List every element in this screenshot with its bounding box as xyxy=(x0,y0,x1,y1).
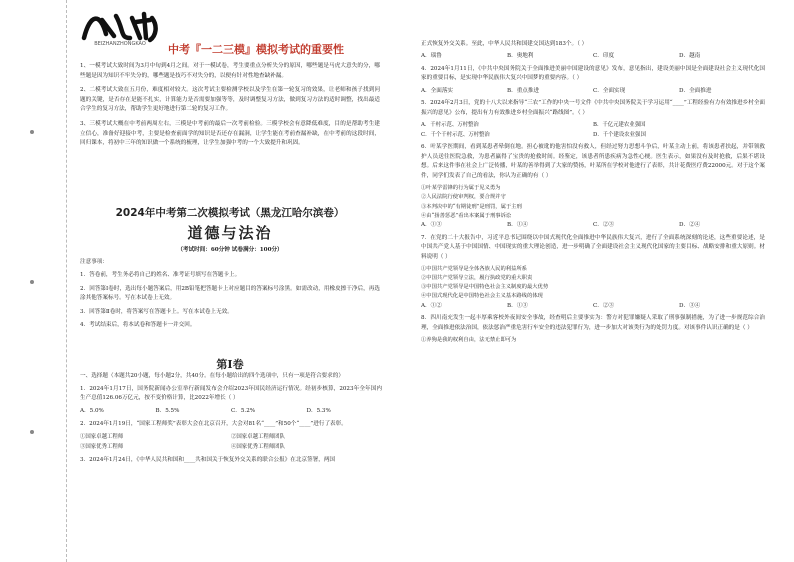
right-questions xyxy=(421,40,765,345)
option-item[interactable]: B．重点推进 xyxy=(507,87,540,94)
intro-section xyxy=(80,62,380,154)
option-item[interactable]: A．①② xyxy=(421,302,442,309)
option-item[interactable]: D．全面推进 xyxy=(679,87,712,94)
option-list xyxy=(80,407,382,417)
svg-text:BEIZHANZHONGKAO: BEIZHANZHONGKAO xyxy=(94,41,146,46)
binding-hole xyxy=(30,280,34,284)
brand-logo xyxy=(80,8,162,46)
option-item[interactable]: D．越南 xyxy=(679,53,701,60)
option-item[interactable]: D．千个建设农业强国 xyxy=(593,131,646,138)
option-list xyxy=(421,221,765,231)
statement-item: ④中国式现代化是中国特色社会主义基本路线的体现 xyxy=(421,293,543,300)
option-item[interactable]: B．①③ xyxy=(507,302,528,309)
option-item[interactable]: B．5.5% xyxy=(155,407,180,414)
exam-subject: 道德与法治 xyxy=(187,224,273,242)
option-item[interactable]: C．5.2% xyxy=(231,407,256,414)
question-stem: 5．2024年2月3日，党的十八大以来指导“三农”工作的中央一号文件《中共中央国务院关于学习运用“____”工程经验有力有效推进乡村全面振兴的意见》公布，提出有力有效推进乡村全面振兴“路线图”。（ ） xyxy=(421,100,766,116)
exam-meta: （考试时间：60分钟 试卷满分：100分） xyxy=(177,247,283,253)
question-stem: 8．四川南充发生一起丰厚乘客校外夜间安全事故，经查明后主要事实为：警方对犯罪嫌疑人采取了刑事强制措施，为了进一步规范综合治理，全面推进依法治国，依法惩治严重危害行车安全的违法犯罪行为，进一步加大对该类行为的处罚力度。对该事件认识正确的是（ ） xyxy=(421,315,765,331)
question-stem: 2．2024年1月19日，“国家工程师奖”表彰大会在北京召开，大会对81名“____”和50个“____”进行了表彰。 xyxy=(80,421,347,428)
notes-item: 3．回答第Ⅱ卷时，将答案写在答题卡上。写在本试卷上无效。 xyxy=(80,308,233,315)
option-item[interactable]: ③国家优秀工程师 xyxy=(80,443,124,450)
exam-title: 2024年中考第二次模拟考试（黑龙江哈尔滨卷） xyxy=(115,207,345,219)
binding-margin xyxy=(0,0,67,562)
option-list xyxy=(421,52,765,62)
binding-hole xyxy=(30,430,34,434)
option-item[interactable]: B．①④ xyxy=(507,221,528,228)
question-stem: 3．2024年1月24日，《中华人民共和国和____共和国关于恢复外交关系的联合公报》在北京签署，两国 xyxy=(80,457,336,464)
left-questions xyxy=(80,372,382,469)
question-stem: 1．2024年1月17日，国务院新闻办公室举行新闻发布会介绍2023年国民经济运行情况。经初步核算，2023年全年国内生产总值126.06万亿元，按不变价格计算，比2022年增长（ ） xyxy=(80,385,382,402)
header-title: 中考『一二三模』模拟考试的重要性 xyxy=(168,43,344,56)
option-item[interactable]: D．②④ xyxy=(679,221,701,228)
option-item[interactable]: D．③④ xyxy=(679,302,701,309)
option-item[interactable]: A．5.0% xyxy=(80,407,104,414)
option-item[interactable]: A．①③ xyxy=(421,221,442,228)
option-item[interactable]: A．全面落实 xyxy=(421,87,454,94)
question-stem: 6．叶某学医期间，看到某患者晕倒在地。担心被讹的他害怕没有救人，但经过努力思想斗争后，叶某主动上前，将该患者扶起，并带领救护人员送往医院急救，为患者赢得了宝贵的抢救时间。经鉴定，该患者所患疾病为急性心梗。医生表示，如果没有及时抢救，后果不堪设想。后来这件事在社会上广泛传播，叶某的善举得到了大家的赞扬，叶某所在学校对他进行了表彰，共计花费医疗费22000元。对于这个案件，同学们发表了自己的看法，你认为正确的有（ ） xyxy=(421,144,765,179)
option-item[interactable]: C．千个千村示范、万村整治 xyxy=(421,131,490,138)
option-item[interactable]: C．印度 xyxy=(593,53,615,60)
notes-item: 4．考试结束后，将本试卷和答题卡一并交回。 xyxy=(80,322,196,329)
statement-item: ④由“扬善惩恶”看出本案属于刑事诉讼 xyxy=(421,212,512,219)
statement-item: ②人民法院行使审判权，要合规并守 xyxy=(421,194,506,201)
statement-item: ①叶某学雷锋的行为属于见义勇为 xyxy=(421,185,501,192)
option-item[interactable]: ②国家卓越工程师团队 xyxy=(231,433,285,440)
binding-hole xyxy=(30,130,34,134)
option-item[interactable]: C．②③ xyxy=(593,302,615,309)
option-list xyxy=(421,302,765,312)
option-list xyxy=(421,87,765,97)
statement-item: ①养狗是我的权利自由，法无禁止即可为 xyxy=(421,337,517,344)
option-list xyxy=(421,121,765,140)
notes-item: 2．回答第Ⅰ卷时，选出每小题答案后，用2B铅笔把答题卡上对应题目的答案标号涂黑。如需改动，用橡皮擦干净后，再选涂其他答案标号。写在本试卷上无效。 xyxy=(80,285,380,302)
intro-paragraph: 1、一模考试大致时间为3月中旬到4月之间。对于一模试卷，考生要重点分析失分的原因，哪些题是马虎大意失的分，哪些题是因为知识不牢失分的，哪些题是技巧不对失分的，以便有针对性地查缺补漏。 xyxy=(80,63,380,79)
statement-item: ②中国共产党领导立法，履行执政党的重大职责 xyxy=(421,275,533,282)
statement-item: ③本判决中的“有期徒刑”是刑罚，属于主刑 xyxy=(421,203,522,210)
option-item[interactable]: B．奥地利 xyxy=(507,53,534,60)
notes-heading: 注意事项： xyxy=(80,259,108,265)
intro-paragraph: 2、二模考试大致在五月份，难度相对较大。这次考试主要检测学校以及学生在第一轮复习的效果，让老师和孩子找到问题的关键，是否存在是能不扎实，计算能力是否需要加强等等，及时调整复习方法，做到复习方法的适时调整，找出最适合学生的复习方法，帮助学生更好地进行第二轮的复习工作。 xyxy=(80,87,380,113)
question-list xyxy=(421,40,765,345)
option-item[interactable]: C．全面实现 xyxy=(593,87,626,94)
option-item[interactable]: ①国家卓越工程师 xyxy=(80,433,124,440)
notes-item: 1．答卷前，考生务必将自己的姓名、准考证号填写在答题卡上。 xyxy=(80,272,241,279)
option-item[interactable]: D．5.3% xyxy=(306,407,331,414)
option-item[interactable]: A．瑙鲁 xyxy=(421,53,442,60)
section-intro: 一、选择题（本题共20小题，每小题2分，共40分。在每小题给出的四个选项中，只有一项是符合要求的） xyxy=(80,373,344,379)
option-list xyxy=(80,433,382,452)
volume-heading: 第Ⅰ卷 xyxy=(216,358,244,371)
notes-section xyxy=(80,258,380,335)
question-stem: 7．在党的二十大报告中，习近平总书记围绕以中国式现代化全面推进中华民族伟大复兴，进行了全面系统深刻的论述，这些重要论述，是中国共产党人基于中国国情、中国现实的重大理论创造，进一步明确了全面建设社会主义现代化国家的主要目标、战略安排和重大原则。材料说明（ ） xyxy=(421,234,765,260)
question-stem: 4．2024年1月11日，《中共中央国务院关于全面推进美丽中国建设的意见》发布，意见指出，建设美丽中国是全面建设社会主义现代化国家的重要目标，是实现中华民族伟大复兴中国梦的重要内容。（ ） xyxy=(421,65,765,82)
option-item[interactable]: ④国家优秀工程师团队 xyxy=(231,443,285,450)
option-item[interactable]: C．②③ xyxy=(593,221,615,228)
statement-item: ③中国共产党领导是中国特色社会主义制度的最大优势 xyxy=(421,284,549,291)
question-stem: 正式恢复外交关系。至此，中华人民共和国建交国达到183个。（ ） xyxy=(421,41,588,47)
option-item[interactable]: A．千村示范、万村整治 xyxy=(421,121,479,128)
option-item[interactable]: B．千亿元建农业强国 xyxy=(593,121,646,128)
statement-item: ①中国共产党领导是全体各族人民的利益所系 xyxy=(421,265,527,272)
question-list xyxy=(80,385,382,466)
intro-paragraph: 3、三模考试大概在中考前两周左右，三模是中考前的最后一次考前检验。三模学校会有意降低难度，目的是帮助考生建立信心，准备好迎接中考，主要是检查前面学的知识是否还存在漏洞，让学生能在考前查漏补缺，在中考前的这段时间，回归课本，将初中三年的知识做一个系统的梳理，让学生加强中考的一个大致提升和巩固。 xyxy=(80,120,380,147)
